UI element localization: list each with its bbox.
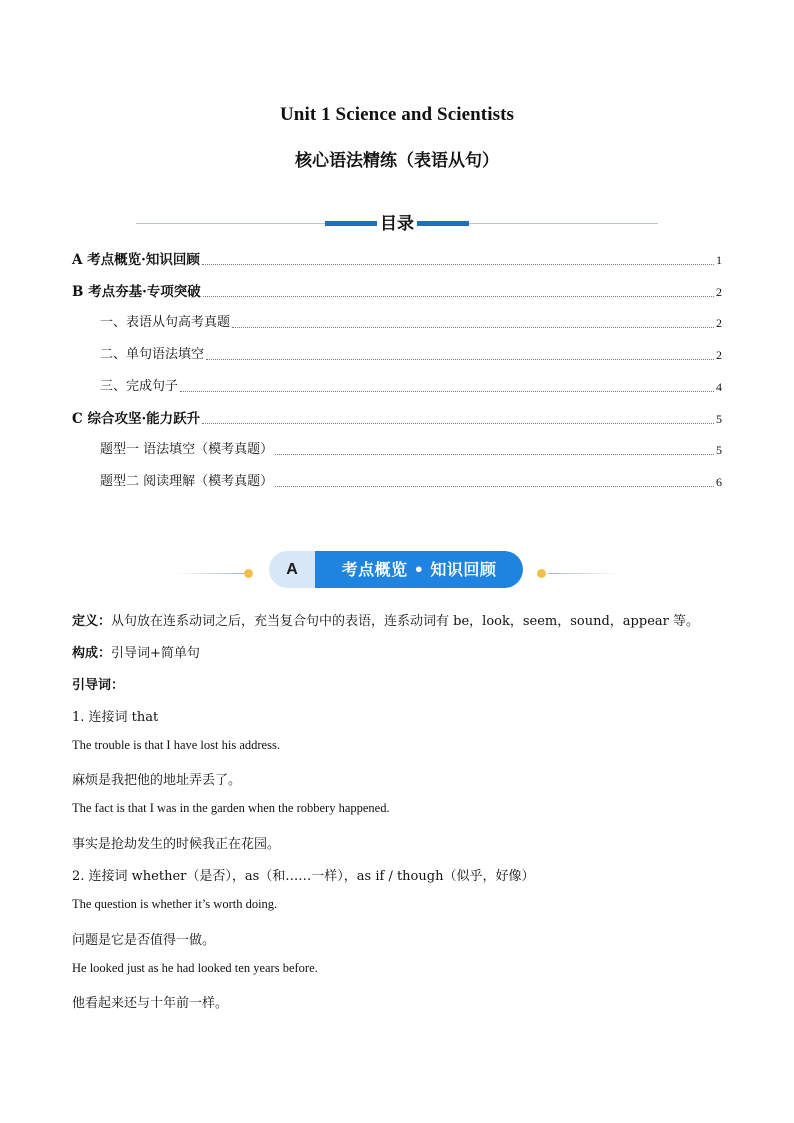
toc-entry-page: 1	[716, 253, 722, 267]
example-en-4: He looked just as he had looked ten years before.	[72, 961, 318, 975]
toc-leader-dots	[203, 295, 714, 297]
toc-entry-b1[interactable]	[100, 313, 722, 333]
structure-paragraph	[72, 642, 200, 661]
toc-leader-dots	[202, 422, 714, 424]
example-zh-3: 问题是它是否值得一做。	[72, 933, 216, 948]
toc-entry-label: 一、表语从句高考真题	[100, 315, 231, 330]
example-zh-2: 事实是抢劫发生的时候我正在花园。	[72, 837, 281, 852]
toc-entry-label: 二、单句语法填空	[100, 347, 205, 362]
toc-entry-label: C 综合攻坚·能力跃升	[72, 411, 201, 427]
toc-entry-b[interactable]	[72, 282, 722, 302]
example-zh-1: 麻烦是我把他的地址弄丢了。	[72, 773, 242, 788]
example-zh-4: 他看起来还与十年前一样。	[72, 996, 229, 1011]
section-title: 考点概览 • 知识回顾	[315, 551, 523, 588]
introducer-label: 引导词：	[72, 678, 125, 693]
banner-dot-right	[537, 569, 546, 578]
toc-entry-page: 5	[716, 443, 722, 457]
example-en-2: The fact is that I was in the garden when the robbery happened.	[72, 801, 390, 815]
toc-entry-page: 2	[716, 348, 722, 362]
toc-leader-dots	[232, 326, 714, 328]
banner-line-right	[548, 573, 618, 574]
toc-entry-label: B 考点夯基·专项突破	[72, 284, 201, 300]
document-subtitle: 核心语法精练（表语从句）	[295, 151, 499, 171]
structure-text: 引导词+简单句	[111, 646, 200, 661]
toc-entry-b2[interactable]	[100, 345, 722, 365]
section-letter: A	[286, 561, 298, 578]
toc-leader-dots	[180, 390, 714, 392]
section-banner	[269, 551, 523, 588]
definition-label: 定义：	[72, 614, 112, 629]
item1-heading: 1. 连接词 that	[72, 710, 159, 725]
definition-text: 从句放在连系动词之后，充当复合句中的表语，连系动词有 be，look，seem，sound，appear 等。	[111, 614, 699, 629]
toc-entry-label: 题型一 语法填空（模考真题）	[100, 442, 274, 457]
toc-entry-c2[interactable]	[100, 472, 722, 492]
toc-entry-page: 4	[716, 380, 722, 394]
banner-line-left	[175, 573, 245, 574]
toc-title: 目录	[377, 209, 417, 234]
structure-label: 构成：	[72, 646, 112, 661]
toc-entry-page: 2	[716, 316, 722, 330]
toc-leader-dots	[206, 358, 714, 360]
toc-bar-right	[415, 221, 469, 226]
toc-entry-b3[interactable]	[100, 377, 722, 397]
toc-leader-dots	[202, 263, 714, 265]
example-en-1: The trouble is that I have lost his address.	[72, 738, 280, 752]
toc-entry-label: 三、完成句子	[100, 379, 179, 394]
toc-entry-c1[interactable]	[100, 440, 722, 460]
toc-entry-page: 6	[716, 475, 722, 489]
toc-entry-label: 题型二 阅读理解（模考真题）	[100, 474, 274, 489]
item2-heading: 2. 连接词 whether（是否），as（和……一样），as if / though（似乎，好像）	[72, 869, 535, 884]
banner-dot-left	[244, 569, 253, 578]
definition-paragraph	[72, 610, 699, 629]
toc-entry-page: 2	[716, 285, 722, 299]
toc-leader-dots	[275, 485, 714, 487]
toc-entry-page: 5	[716, 412, 722, 426]
toc-leader-dots	[275, 453, 714, 455]
toc-entry-label: A 考点概览·知识回顾	[72, 252, 200, 268]
toc-entry-c[interactable]	[72, 409, 722, 429]
toc-bar-left	[325, 221, 379, 226]
example-en-3: The question is whether it’s worth doing.	[72, 897, 278, 911]
document-title: Unit 1 Science and Scientists	[279, 104, 515, 125]
toc-entry-a[interactable]	[72, 250, 722, 270]
